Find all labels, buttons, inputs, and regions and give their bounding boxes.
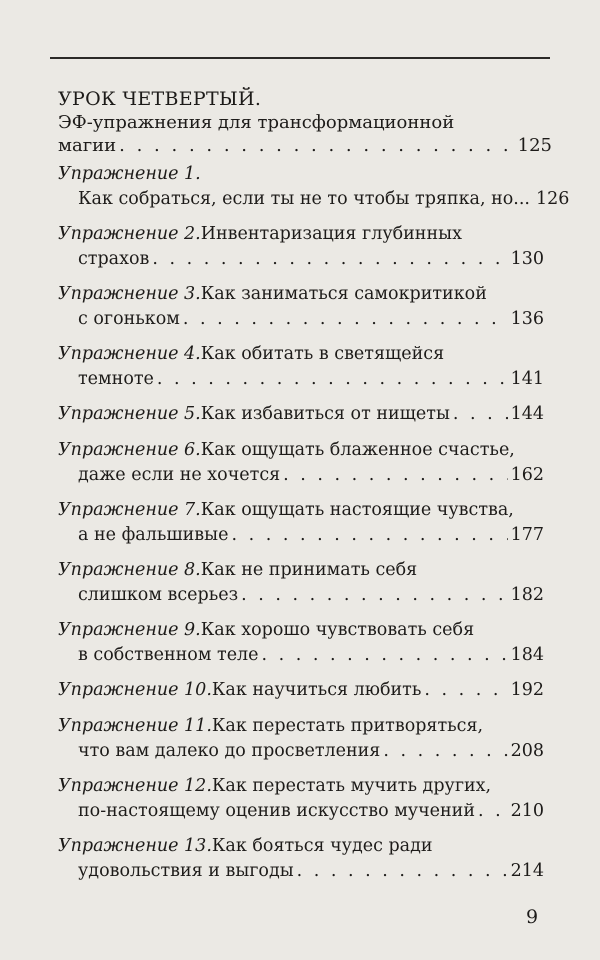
toc-entry-line bbox=[58, 799, 544, 824]
dot-leader bbox=[241, 583, 507, 608]
exercise-title-cont: слишком всерьез bbox=[78, 585, 239, 605]
dot-leader bbox=[283, 463, 507, 488]
page-number: 208 bbox=[510, 741, 544, 761]
page-number: 177 bbox=[510, 525, 544, 545]
exercise-title-cont: темноте bbox=[78, 369, 154, 389]
toc-entry-line bbox=[58, 282, 544, 307]
page-number: 141 bbox=[510, 369, 544, 389]
dot-leader bbox=[262, 643, 508, 668]
exercise-label: Упражнение 10. bbox=[58, 680, 212, 700]
section-page-number: 125 bbox=[517, 135, 552, 156]
exercise-title: Как перестать мучить других, bbox=[211, 776, 492, 796]
exercise-label: Упражнение 12. bbox=[58, 776, 212, 796]
page-number: 162 bbox=[510, 465, 544, 485]
toc-entry-line bbox=[58, 498, 544, 523]
toc-entry bbox=[58, 498, 544, 558]
exercise-label: Упражнение 5. bbox=[58, 404, 201, 424]
toc-entry bbox=[58, 402, 544, 438]
toc-entry bbox=[58, 714, 544, 774]
exercise-label: Упражнение 9. bbox=[58, 620, 201, 640]
exercise-label: Упражнение 11. bbox=[58, 716, 212, 736]
toc-entry bbox=[58, 438, 544, 498]
dot-leader bbox=[157, 367, 508, 392]
exercise-label: Упражнение 7. bbox=[58, 500, 201, 520]
section-title: УРОК ЧЕТВЕРТЫЙ. bbox=[58, 88, 262, 110]
exercise-title-cont: по-настоящему оценив искусство мучений bbox=[78, 801, 476, 821]
exercise-title-cont: удовольствия и выгоды bbox=[78, 861, 294, 881]
toc-entry-line bbox=[58, 739, 544, 764]
exercise-title-cont: страхов bbox=[78, 249, 150, 269]
dot-leader bbox=[297, 859, 508, 884]
exercise-title: Как не принимать себя bbox=[200, 560, 418, 580]
toc-entry-line bbox=[58, 247, 544, 272]
exercise-title: Как ощущать блаженное счастье, bbox=[200, 440, 515, 460]
toc-entry-line bbox=[58, 463, 544, 488]
page-number: 144 bbox=[510, 404, 544, 424]
section-subtitle-line1: ЭФ-упражнения для трансформационной bbox=[58, 112, 455, 133]
toc-entry-line bbox=[58, 859, 544, 884]
exercise-title-cont: Как собраться, если ты не то чтобы тряпка, но... bbox=[78, 189, 530, 209]
toc-entry-line bbox=[58, 583, 544, 608]
dot-leader bbox=[183, 307, 508, 332]
toc-entry-line bbox=[58, 402, 544, 427]
dot-leader bbox=[231, 523, 507, 548]
page-number: 130 bbox=[510, 249, 544, 269]
exercise-title: Инвентаризация глубинных bbox=[200, 224, 462, 244]
exercise-label: Упражнение 2. bbox=[58, 224, 201, 244]
exercise-title: Как ощущать настоящие чувства, bbox=[200, 500, 514, 520]
exercise-label: Упражнение 8. bbox=[58, 560, 201, 580]
toc-entry-line bbox=[58, 618, 544, 643]
dot-leader bbox=[383, 739, 507, 764]
toc-entry-line bbox=[58, 774, 544, 799]
exercise-title: Как бояться чудес ради bbox=[211, 836, 433, 856]
toc-entry-line bbox=[58, 558, 544, 583]
section-subtitle-line2 bbox=[58, 134, 552, 157]
page-number: 136 bbox=[510, 309, 544, 329]
toc-entry-line bbox=[58, 643, 544, 668]
toc-entry bbox=[58, 558, 544, 618]
toc-entry bbox=[58, 678, 544, 714]
toc-entry bbox=[58, 162, 570, 222]
section-subtitle bbox=[58, 111, 552, 157]
toc-entry bbox=[58, 774, 544, 834]
toc-entry-line bbox=[58, 438, 544, 463]
dot-leader bbox=[424, 678, 507, 703]
exercise-label: Упражнение 1. bbox=[58, 164, 201, 184]
page-number: 192 bbox=[510, 680, 544, 700]
exercise-title-cont: в собственном теле bbox=[78, 645, 259, 665]
exercise-label: Упражнение 6. bbox=[58, 440, 201, 460]
toc-entries bbox=[58, 162, 570, 894]
exercise-label: Упражнение 3. bbox=[58, 284, 201, 304]
page-folio: 9 bbox=[526, 906, 539, 928]
toc-entry bbox=[58, 342, 544, 402]
toc-entry bbox=[58, 834, 544, 894]
exercise-title-cont: даже если не хочется bbox=[78, 465, 281, 485]
exercise-title: Как обитать в светящейся bbox=[200, 344, 445, 364]
toc-entry-line bbox=[58, 307, 544, 332]
exercise-title: Как заниматься самокритикой bbox=[200, 284, 487, 304]
dot-leader bbox=[453, 402, 508, 427]
exercise-title-cont: а не фальшивые bbox=[78, 525, 229, 545]
toc-entry-line bbox=[58, 342, 544, 367]
toc-entry bbox=[58, 618, 544, 678]
toc-entry-line bbox=[58, 834, 544, 859]
toc-entry-line bbox=[58, 523, 544, 548]
toc-entry bbox=[58, 222, 544, 282]
toc-entry-line bbox=[58, 678, 544, 703]
exercise-title-cont: с огоньком bbox=[78, 309, 180, 329]
exercise-title-cont: что вам далеко до просветления bbox=[78, 741, 381, 761]
page-number: 184 bbox=[510, 645, 544, 665]
toc-entry bbox=[58, 282, 544, 342]
toc-entry-line bbox=[58, 367, 544, 392]
header-rule bbox=[50, 57, 550, 59]
exercise-title: Как научиться любить bbox=[211, 680, 422, 700]
page-number: 214 bbox=[510, 861, 544, 881]
exercise-title: Как хорошо чувствовать себя bbox=[200, 620, 475, 640]
exercise-label: Упражнение 13. bbox=[58, 836, 212, 856]
toc-entry-line bbox=[58, 714, 544, 739]
dot-leader bbox=[478, 799, 508, 824]
dot-leader bbox=[152, 247, 507, 272]
exercise-title: Как избавиться от нищеты bbox=[200, 404, 450, 424]
toc-entry-line bbox=[58, 187, 570, 212]
page-number: 126 bbox=[535, 189, 570, 209]
page-number: 182 bbox=[510, 585, 544, 605]
exercise-label: Упражнение 4. bbox=[58, 344, 201, 364]
toc-entry-line bbox=[58, 222, 544, 247]
toc-entry-line bbox=[58, 162, 544, 187]
section-subtitle-text: магии bbox=[58, 135, 117, 156]
exercise-title: Как перестать притворяться, bbox=[211, 716, 484, 736]
dot-leader bbox=[119, 134, 514, 157]
page-number: 210 bbox=[510, 801, 544, 821]
